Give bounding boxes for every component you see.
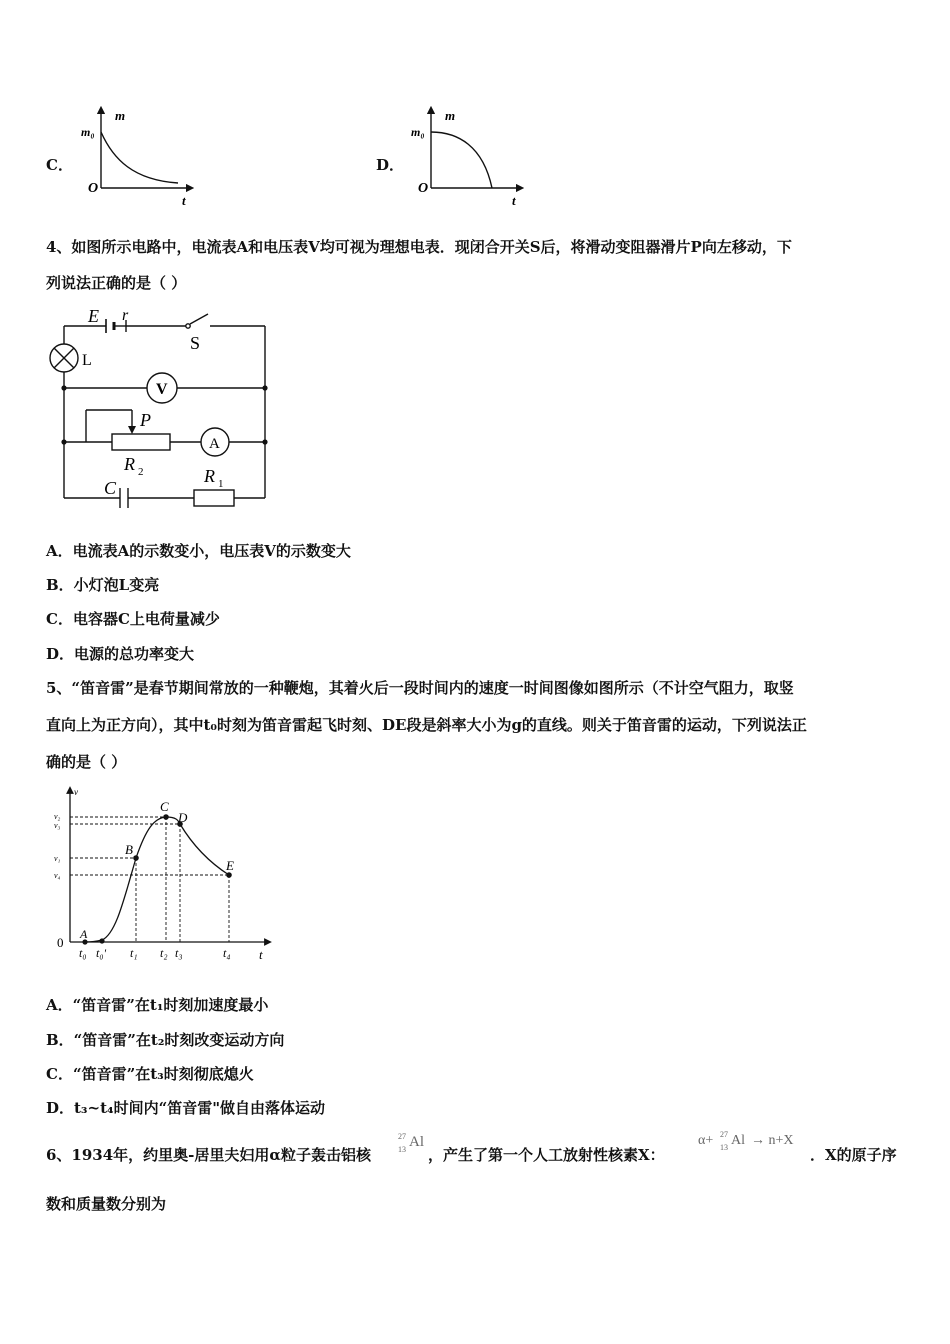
q4-option-a[interactable]: A．电流表A的示数变小，电压表V的示数变大 xyxy=(46,542,351,560)
label-e: E xyxy=(88,306,99,326)
m0-label: m₀ xyxy=(81,125,95,139)
q5-stem-line3: 确的是（ ） xyxy=(46,753,127,771)
m0-label: m₀ xyxy=(411,125,425,139)
al-symbol: Al xyxy=(409,1134,424,1150)
q5-option-a[interactable]: A．“笛音雷”在t₁时刻加速度最小 xyxy=(46,996,269,1014)
q6-stem-a: 6、1934年，约里奥-居里夫妇用α粒子轰击铝核 xyxy=(46,1146,371,1164)
q5-stem-line1: 5、“笛音雷”是春节期间常放的一种鞭炮，其着火后一段时间内的速度一时间图像如图所示（不计空气阻力，取竖 xyxy=(46,679,794,697)
decay-curve xyxy=(101,132,178,183)
al-mass: 27 xyxy=(398,1132,406,1141)
axis-y-label: m xyxy=(445,108,456,123)
axis-v-label: v xyxy=(74,787,78,797)
q3-option-c-graph xyxy=(78,104,198,208)
v4-label: v₄ xyxy=(54,871,61,880)
t0-prime-label: t₀' xyxy=(96,946,107,960)
v1-label: v₁ xyxy=(54,854,61,863)
q6-stem-c: ．X的原子序 xyxy=(810,1146,897,1164)
q5-option-d[interactable]: D．t₃~t₄时间内“笛音雷"做自由落体运动 xyxy=(46,1099,326,1117)
axis-t-label: t xyxy=(259,947,263,962)
v3-label: v₃ xyxy=(54,821,61,830)
q4-circuit-diagram xyxy=(44,302,284,508)
al-nuclide-1 xyxy=(398,1132,432,1160)
label-r2: R xyxy=(124,454,135,474)
eq-al-num: 13 xyxy=(720,1143,728,1152)
point-e: E xyxy=(226,858,234,873)
t0-label: t₀ xyxy=(79,946,87,960)
q4-stem-line2: 列说法正确的是（ ） xyxy=(46,274,187,292)
axis-x-label: t xyxy=(182,193,186,208)
q5-option-b[interactable]: B．“笛音雷”在t₂时刻改变运动方向 xyxy=(46,1031,285,1049)
q4-option-c[interactable]: C．电容器C上电荷量减少 xyxy=(46,610,220,628)
t4-label: t₄ xyxy=(223,946,231,960)
label-r: r xyxy=(122,307,129,324)
t3-label: t₃ xyxy=(175,946,183,960)
label-s: S xyxy=(190,333,201,353)
label-l: L xyxy=(82,352,92,369)
eq-al-mass: 27 xyxy=(720,1130,728,1139)
axis-y-label: m xyxy=(115,108,126,123)
t2-label: t₂ xyxy=(160,946,168,960)
q3-option-d-label[interactable]: D． xyxy=(376,156,405,174)
label-c: C xyxy=(104,478,117,498)
q5-stem-line2: 直向上为正方向），其中t₀时刻为笛音雷起飞时刻、DE段是斜率大小为g的直线。则关于笛音雷的运动，下列说法正 xyxy=(46,716,807,734)
velocity-curve xyxy=(85,817,229,942)
al-num: 13 xyxy=(398,1145,406,1154)
q6-stem-line2: 数和质量数分别为 xyxy=(46,1195,167,1213)
nuclear-equation xyxy=(698,1130,808,1158)
point-b: B xyxy=(125,842,133,857)
v2-label: v₂ xyxy=(54,812,61,821)
q4-option-d[interactable]: D．电源的总功率变大 xyxy=(46,645,195,663)
eq-al-symbol: Al xyxy=(731,1133,745,1148)
quarter-curve xyxy=(431,132,492,188)
label-v: V xyxy=(156,381,168,398)
point-a: A xyxy=(80,927,88,941)
eq-rest: → n+X xyxy=(751,1133,794,1148)
label-r1-sub: 1 xyxy=(218,478,224,490)
origin-label: 0 xyxy=(57,935,64,950)
origin-label: O xyxy=(418,181,429,196)
t1-label: t₁ xyxy=(130,946,138,960)
point-d: D xyxy=(178,810,188,825)
label-r1: R xyxy=(204,466,215,486)
label-p: P xyxy=(140,410,151,430)
q4-option-b[interactable]: B．小灯泡L变亮 xyxy=(46,576,160,594)
q6-stem-b: ，产生了第一个人工放射性核素X： xyxy=(428,1146,665,1164)
label-a: A xyxy=(209,436,220,452)
origin-label: O xyxy=(88,181,99,196)
q5-option-c[interactable]: C．“笛音雷”在t₃时刻彻底熄火 xyxy=(46,1065,254,1083)
label-r2-sub: 2 xyxy=(138,466,144,478)
eq-alpha: α+ xyxy=(698,1133,714,1148)
q5-vt-graph xyxy=(54,784,279,964)
axis-x-label: t xyxy=(512,193,516,208)
q4-stem-line1: 4、如图所示电路中，电流表A和电压表V均可视为理想电表．现闭合开关S后，将滑动变阻器滑片P向左移动，下 xyxy=(46,238,792,256)
q3-option-c-label[interactable]: C． xyxy=(46,156,73,174)
q3-option-d-graph xyxy=(408,104,528,208)
point-c: C xyxy=(160,799,169,814)
